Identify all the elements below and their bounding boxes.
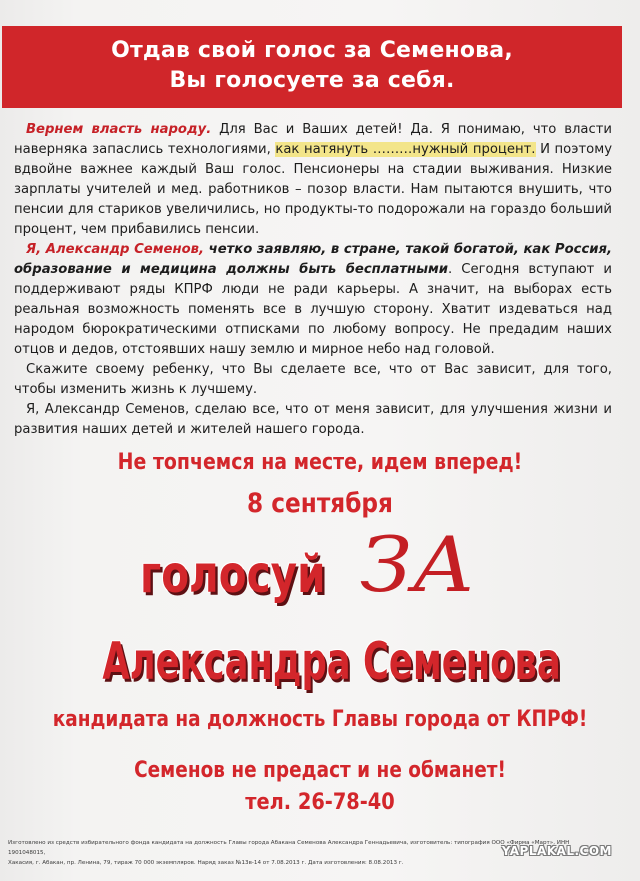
paragraph-2	[14, 240, 612, 360]
candidate-name: Александра Семенова	[102, 632, 561, 692]
election-date: 8 сентября	[247, 488, 393, 519]
paragraph-1-lead: Вернем власть народу.	[26, 122, 212, 137]
paragraph-1-text-a: Для Вас и Ваших детей! Да. Я понимаю, что власти наверняка запаслись технологиями,	[14, 122, 613, 157]
article-body	[14, 120, 612, 440]
imprint-line-2: Хакасия, г. Абакан, пр. Ленина, 79, тираж 70 000 экземпляров. Наряд заказ №13в-14 от 7.08.2013 г. Дата изготовления: 8.08.2013 г.	[8, 860, 404, 866]
paragraph-1	[14, 120, 612, 240]
vote-word: голосуй	[140, 545, 326, 605]
paragraph-3: Скажите своему ребенку, что Вы сделаете все, что от Вас зависит, для того, чтобы изменить жизнь к лучшему.	[14, 362, 612, 397]
paragraph-1-text-b: И поэтому вдвойне важнее каждый Ваш голос. Пенсионеры на стадии выживания. Низкие зарплаты учителей и мед. работников – позор власти. Нам пытаются внушить, что пенсии для стариков увеличились, но продукты-то подорожали на гораздо больший процент, чем прибавились пенсии.	[14, 142, 612, 237]
paragraph-2-lead: Я, Александр Семенов,	[26, 242, 204, 257]
promise-line: Семенов не предаст и не обманет!	[134, 758, 506, 783]
headline-line-1: Отдав свой голос за Семенова,	[111, 38, 513, 63]
candidate-position: кандидата на должность Главы города от КПРФ!	[52, 707, 588, 732]
za-word: ЗА	[360, 520, 476, 609]
slogan: Не топчемся на месте, идем вперед!	[117, 450, 523, 475]
phone-number: тел. 26-78-40	[245, 790, 395, 815]
paragraph-2-emphasis: четко заявляю, в стране, такой богатой, как Россия, образование и медицина должны быть бесплатными	[14, 242, 612, 277]
headline-line-2: Вы голосуете за себя.	[169, 68, 455, 93]
highlighted-phrase: как натянуть ………нужный процент.	[275, 142, 536, 157]
paragraph-4: Я, Александр Семенов, сделаю все, что от меня зависит, для улучшения жизни и развития наших детей и жителей нашего города.	[14, 402, 612, 437]
watermark: YAPLAKAL.COM	[501, 844, 612, 858]
paragraph-2-text: . Сегодня вступают и поддерживают ряды КПРФ люди не ради карьеры. А значит, на выборах есть реальная возможность поменять все в лучшую сторону. Хватит издеваться над народом бюрократическими отписками по любому вопросу. Не предадим наших отцов и дедов, отстоявших нашу землю и мирное небо над головой.	[14, 262, 612, 357]
imprint-line-1: Изготовлено из средств избирательного фонда кандидата на должность Главы города Абакана Семенова Александра Геннадьевича, изготовитель: типография ООО «Фирма «Март», ИНН 1901048015,	[8, 840, 570, 856]
headline-banner	[2, 26, 622, 108]
